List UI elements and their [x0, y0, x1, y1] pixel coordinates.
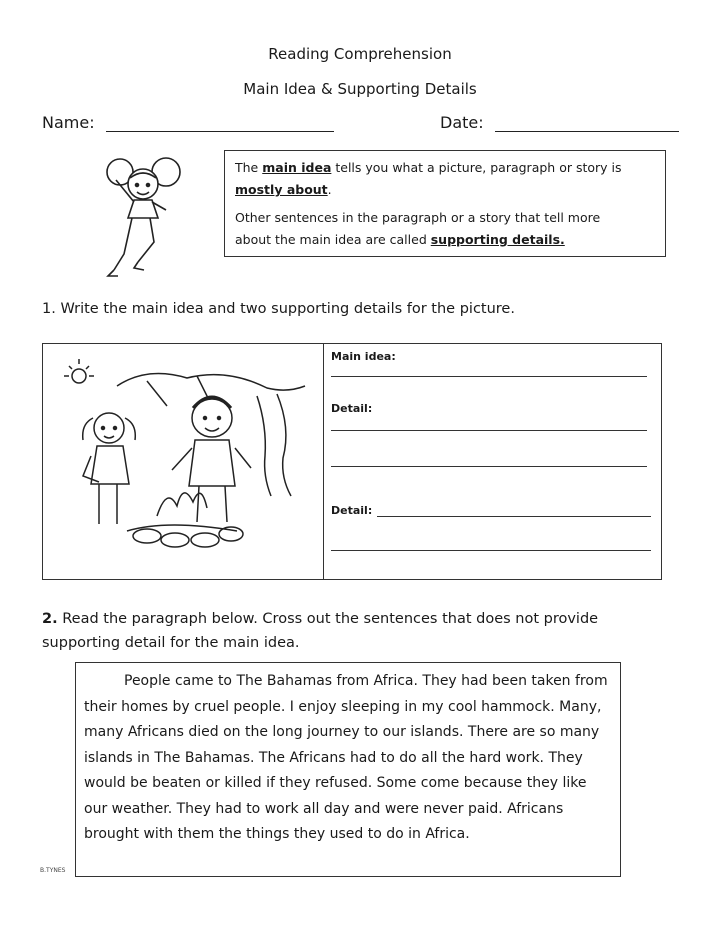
supporting-details-term: supporting details.: [430, 232, 565, 247]
definition-box: [224, 150, 666, 257]
question-1-prompt: 1. Write the main idea and two supporting details for the picture.: [42, 301, 515, 317]
date-line[interactable]: [495, 131, 679, 132]
detail-1-answer-line-2[interactable]: [331, 466, 647, 467]
name-line[interactable]: [106, 131, 334, 132]
detail-1-label: Detail:: [331, 402, 373, 415]
detail-2-answer-line-2[interactable]: [331, 550, 651, 551]
definition-line-4: about the main idea are called supporting details.: [235, 232, 565, 247]
name-field[interactable]: [42, 113, 334, 132]
campfire-picture: [57, 356, 307, 561]
worksheet-title: Reading Comprehension: [268, 45, 452, 63]
date-field[interactable]: [440, 113, 679, 132]
main-idea-term: main idea: [262, 160, 332, 175]
definition-line-2: mostly about.: [235, 182, 332, 197]
detail-2-answer-line-1[interactable]: [377, 516, 651, 517]
girl-illustration: [92, 150, 187, 285]
name-label: Name:: [42, 113, 95, 132]
question-1-box: [42, 343, 662, 580]
question-2-prompt: 2. Read the paragraph below. Cross out the sentences that does not provide supporting detail for the main idea.: [42, 611, 599, 651]
mostly-about-term: mostly about: [235, 182, 328, 197]
question-2-number: 2.: [42, 611, 58, 627]
bahamas-paragraph-box: [75, 662, 621, 877]
detail-2-label: Detail:: [331, 504, 373, 517]
definition-line-3: Other sentences in the paragraph or a story that tell more: [235, 210, 601, 225]
date-label: Date:: [440, 113, 484, 132]
worksheet-subtitle: Main Idea & Supporting Details: [243, 80, 477, 98]
main-idea-answer-line[interactable]: [331, 376, 647, 377]
definition-line-1: The main idea tells you what a picture, paragraph or story is: [235, 160, 622, 175]
author-credit: B.TYNES: [40, 867, 66, 874]
main-idea-label: Main idea:: [331, 350, 396, 363]
detail-1-answer-line-1[interactable]: [331, 430, 647, 431]
bahamas-paragraph: People came to The Bahamas from Africa. They had been taken from their homes by cruel people. I enjoy sleeping in my cool hammock. Many, many Africans died on the long journey to our islands. There are so many islands in The Bahamas. The Africans had to do all the hard work. They would be beaten or killed if they refused. Some come because they like our weather. They had to work all day and were never paid. Africans brought with them the things they used to do in Africa.: [84, 673, 608, 842]
box-divider: [323, 344, 324, 579]
